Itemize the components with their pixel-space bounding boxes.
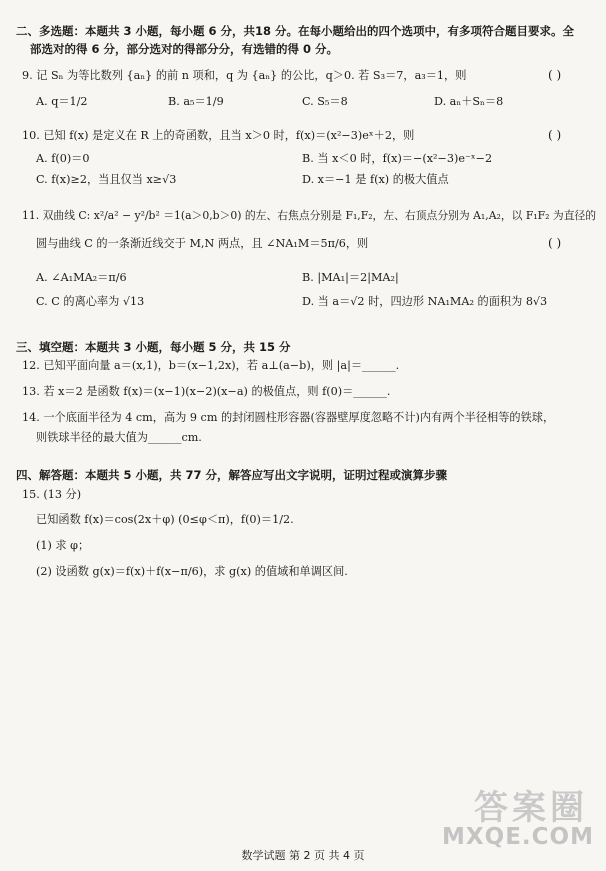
- watermark-logo-text: 答案圈: [474, 788, 588, 828]
- q15-part2: (2) 设函数 g(x)＝f(x)＋f(x−π/6)，求 g(x) 的值域和单调区间.: [36, 565, 348, 578]
- q11-stem-line2: 圆与曲线 C 的一条渐近线交于 M,N 两点，且 ∠NA₁M＝5π/6，则: [36, 237, 369, 250]
- q11-answer-paren: ( ): [548, 236, 562, 250]
- q10-option-c: C. f(x)≥2，当且仅当 x≥√3: [36, 173, 177, 186]
- q11-option-b: B. |MA₁|＝2|MA₂|: [302, 271, 399, 284]
- q11-option-c: C. C 的离心率为 √13: [36, 295, 145, 308]
- q9-option-d: D. aₙ＋Sₙ＝8: [434, 95, 504, 108]
- q9-option-b: B. a₅＝1/9: [168, 95, 224, 108]
- section2-header-line1: 二、多选题：本题共 3 小题，每小题 6 分，共18 分。在每小题给出的四个选项中，有多项符合题目要求。全: [16, 24, 575, 38]
- q9-answer-paren: ( ): [548, 68, 562, 82]
- section2-header-line2: 部选对的得 6 分，部分选对的得部分分，有选错的得 0 分。: [30, 42, 339, 56]
- q13-text: 13. 若 x＝2 是函数 f(x)＝(x−1)(x−2)(x−a) 的极值点，则 f(0)＝______.: [22, 385, 391, 398]
- q15-part1: (1) 求 φ；: [36, 539, 90, 552]
- q14-line2: 则铁球半径的最大值为______cm.: [36, 431, 202, 444]
- watermark-url-text: MXQE.COM: [442, 824, 594, 850]
- q14-line1: 14. 一个底面半径为 4 cm，高为 9 cm 的封闭圆柱形容器(容器壁厚度忽略不计)内有两个半径相等的铁球，: [22, 411, 555, 424]
- q15-head: 15. (13 分): [22, 488, 82, 501]
- q15-given: 已知函数 f(x)＝cos(2x＋φ) (0≤φ＜π)，f(0)＝1/2.: [36, 513, 294, 526]
- q10-answer-paren: ( ): [548, 128, 562, 142]
- page-footer: 数学试题 第 2 页 共 4 页: [241, 849, 365, 862]
- section3-header: 三、填空题：本题共 3 小题，每小题 5 分，共 15 分: [16, 340, 291, 354]
- q9-stem: 9. 记 Sₙ 为等比数列 {aₙ} 的前 n 项和，q 为 {aₙ} 的公比，q＞0. 若 S₃＝7，a₃＝1，则: [22, 69, 467, 82]
- q12-text: 12. 已知平面向量 a＝(x,1)，b＝(x−1,2x)，若 a⊥(a−b)，则 |a|＝______.: [22, 359, 400, 372]
- q11-option-a: A. ∠A₁MA₂＝π/6: [36, 271, 127, 284]
- q10-stem: 10. 已知 f(x) 是定义在 R 上的奇函数，且当 x＞0 时，f(x)＝(x²−3)eˣ＋2，则: [22, 129, 415, 142]
- q10-option-b: B. 当 x＜0 时，f(x)＝−(x²−3)e⁻ˣ−2: [302, 152, 493, 165]
- q10-option-a: A. f(0)＝0: [36, 152, 90, 165]
- q10-option-d: D. x＝−1 是 f(x) 的极大值点: [302, 173, 449, 186]
- q9-option-a: A. q＝1/2: [36, 95, 88, 108]
- site-watermark: [428, 780, 598, 855]
- section4-header: 四、解答题：本题共 5 小题，共 77 分，解答应写出文字说明，证明过程或演算步骤: [16, 468, 448, 482]
- q11-stem-line1: 11. 双曲线 C: x²/a² − y²/b² ＝1(a＞0,b＞0) 的左、右焦点分别是 F₁,F₂，左、右顶点分别为 A₁,A₂，以 F₁F₂ 为直径的: [22, 209, 597, 222]
- q11-option-d: D. 当 a＝√2 时，四边形 NA₁MA₂ 的面积为 8√3: [302, 295, 548, 308]
- q9-option-c: C. S₅＝8: [302, 95, 348, 108]
